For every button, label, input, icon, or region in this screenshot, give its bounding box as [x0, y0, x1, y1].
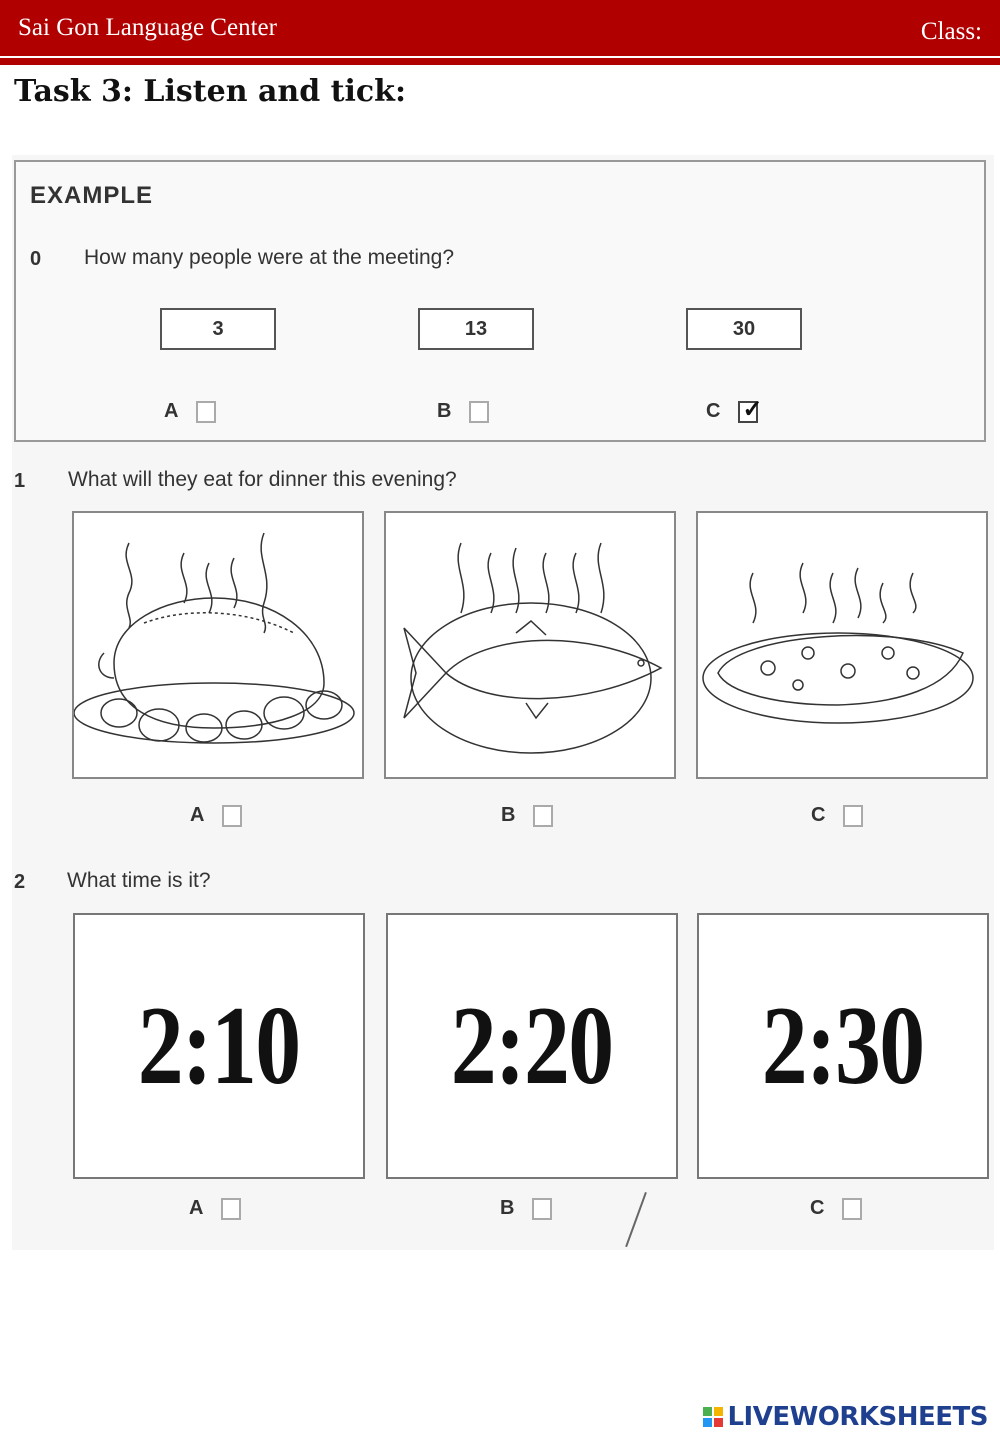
example-value-a: 3: [160, 308, 276, 350]
example-option-c: [706, 395, 763, 423]
task-title: Task 3: Listen and tick:: [14, 74, 407, 109]
q2-time-a: [73, 913, 365, 1179]
q1-picture-b: [384, 511, 676, 779]
q2-checkbox-c[interactable]: [842, 1198, 862, 1220]
option-letter: C: [811, 804, 826, 826]
option-letter: B: [500, 1197, 515, 1219]
q1-checkbox-b[interactable]: [533, 805, 553, 827]
option-letter: A: [190, 804, 205, 826]
q2-number: 2: [14, 871, 26, 893]
example-value-b: 13: [418, 308, 534, 350]
logo-text: LIVEWORKSHEETS: [727, 1402, 988, 1432]
center-name: Sai Gon Language Center: [18, 14, 277, 41]
example-option-b: [437, 400, 489, 423]
q2-time-c: [697, 913, 989, 1179]
q1-question: What will they eat for dinner this evening?: [68, 468, 457, 491]
liveworksheets-logo: [703, 1402, 988, 1432]
time-label: 2:30: [762, 983, 924, 1108]
example-box: [14, 160, 986, 442]
class-label: Class:: [920, 18, 982, 45]
q1-checkbox-c[interactable]: [843, 805, 863, 827]
time-label: 2:10: [138, 983, 300, 1108]
q2-checkbox-a[interactable]: [221, 1198, 241, 1220]
q1-picture-a: [72, 511, 364, 779]
q1-checkbox-a[interactable]: [222, 805, 242, 827]
q1-option-c: [811, 804, 863, 827]
option-letter: B: [501, 804, 516, 826]
option-letter: C: [706, 400, 721, 422]
q2-checkbox-b[interactable]: [532, 1198, 552, 1220]
logo-icon: [703, 1407, 723, 1427]
q1-option-a: [190, 804, 242, 827]
example-checkbox-b[interactable]: [469, 401, 489, 423]
time-label: 2:20: [451, 983, 613, 1108]
roast-chicken-icon: [74, 513, 362, 777]
pizza-icon: [698, 513, 986, 777]
q1-option-b: [501, 804, 553, 827]
example-checkbox-c[interactable]: [738, 395, 763, 423]
option-letter: A: [189, 1197, 204, 1219]
example-question: How many people were at the meeting?: [84, 246, 455, 269]
q1-number: 1: [14, 470, 26, 492]
q2-option-b: [500, 1197, 552, 1220]
q1-picture-c: [696, 511, 988, 779]
fish-icon: [386, 513, 674, 777]
q2-time-b: [386, 913, 678, 1179]
option-letter: B: [437, 400, 452, 422]
header-divider: [0, 58, 1000, 65]
option-letter: A: [164, 400, 179, 422]
q2-option-c: [810, 1197, 862, 1220]
tick-icon: ✓: [742, 395, 763, 423]
example-heading: EXAMPLE: [30, 182, 154, 209]
example-number: 0: [30, 248, 42, 270]
q2-question: What time is it?: [67, 869, 211, 892]
header-bar: [0, 0, 1000, 56]
example-checkbox-a[interactable]: [196, 401, 216, 423]
example-option-a: [164, 400, 216, 423]
option-letter: C: [810, 1197, 825, 1219]
q2-option-a: [189, 1197, 241, 1220]
example-value-c: 30: [686, 308, 802, 350]
